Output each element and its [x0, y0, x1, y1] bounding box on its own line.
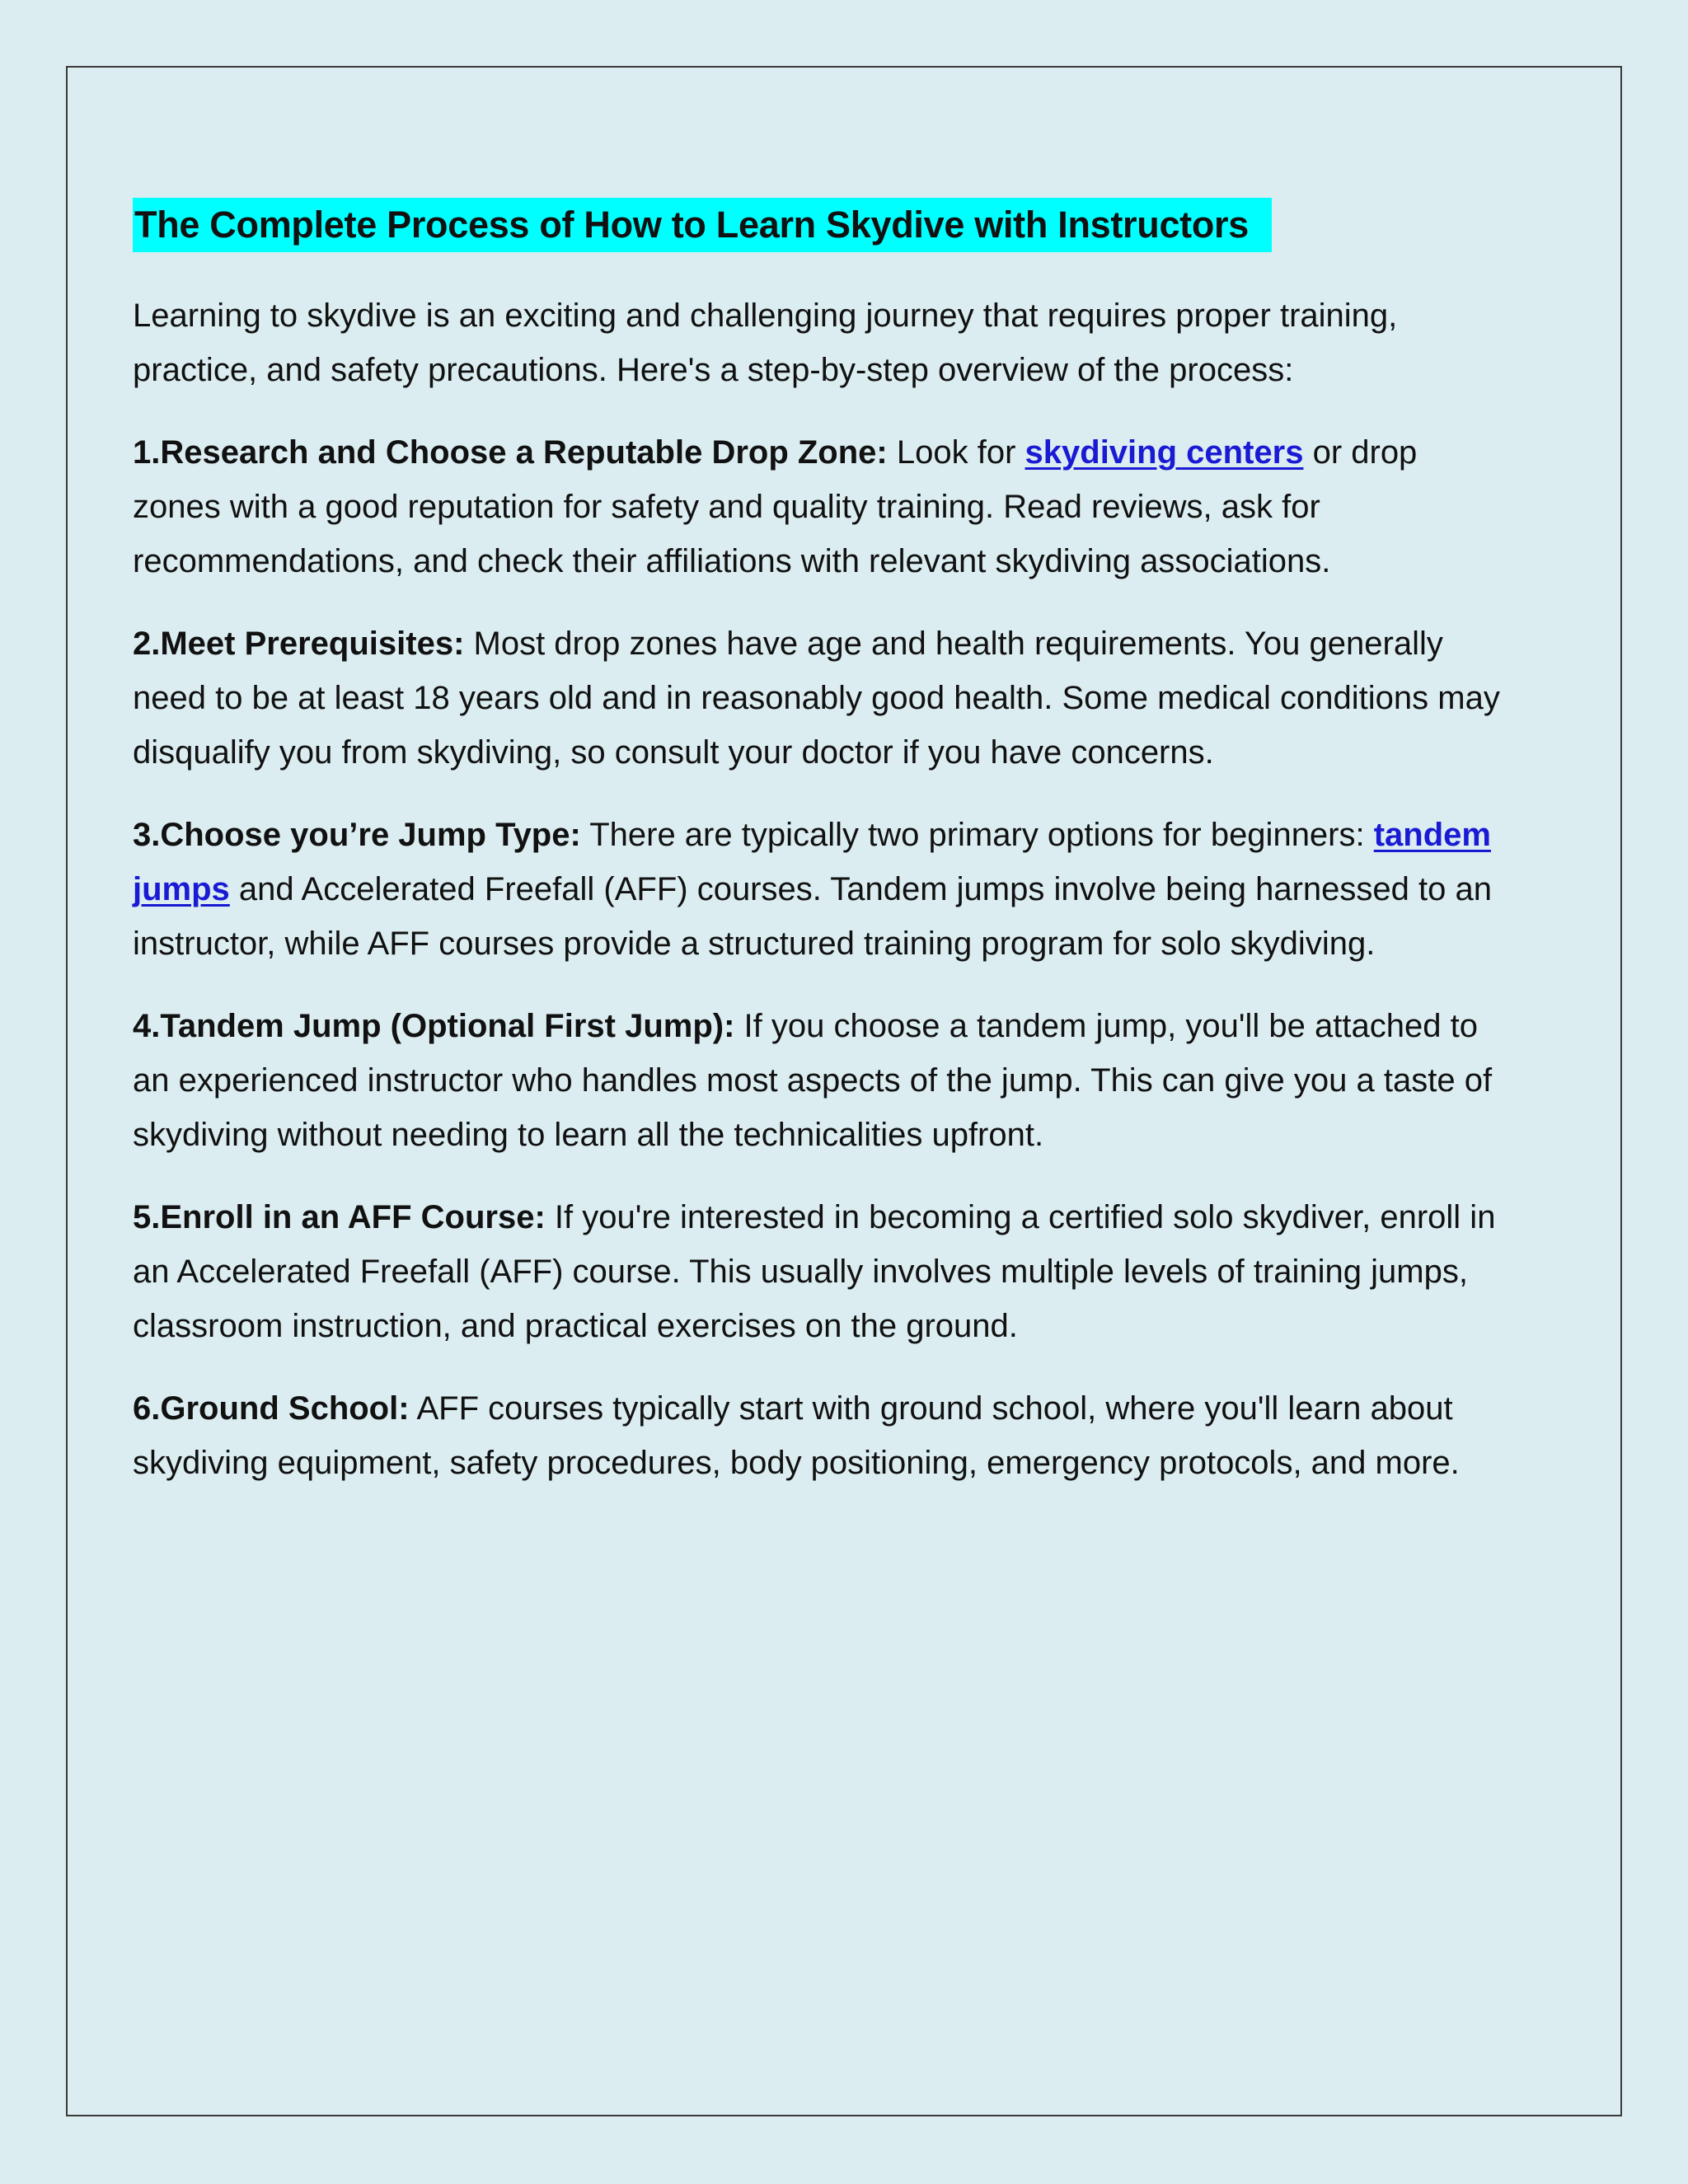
- step-6-heading: 6.Ground School:: [133, 1390, 410, 1427]
- step-1-text-after-link: or drop zones with a good reputation for safety and quality training. Read reviews, ask for recommendations, and check their affiliations with relevant skydiving associations.: [133, 434, 1418, 579]
- step-1-heading: 1.Research and Choose a Reputable Drop Zone:: [133, 434, 888, 471]
- step-3-text-after-link: and Accelerated Freefall (AFF) courses. Tandem jumps involve being harnessed to an instructor, while AFF courses provide a structured training program for solo skydiving.: [133, 871, 1492, 962]
- step-6-paragraph: [133, 1381, 1501, 1490]
- step-4-text: If you choose a tandem jump, you'll be attached to an experienced instructor who handles most aspects of the jump. This can give you a taste of skydiving without needing to learn all the technicalities upfront.: [133, 1008, 1493, 1153]
- step-4-paragraph: [133, 999, 1501, 1162]
- step-3-paragraph: [133, 808, 1501, 971]
- step-5-paragraph: [133, 1190, 1501, 1353]
- step-1-text-before-link: Look for: [887, 434, 1025, 471]
- skydiving-centers-link[interactable]: skydiving centers: [1025, 434, 1304, 471]
- step-2-text: Most drop zones have age and health requirements. You generally need to be at least 18 years old and in reasonably good health. Some medical conditions may disqualify you from skydiving, so consult your doctor if you have concerns.: [133, 626, 1500, 771]
- step-5-heading: 5.Enroll in an AFF Course:: [133, 1199, 546, 1235]
- title-block: [133, 198, 1501, 252]
- step-3-heading: 3.Choose you’re Jump Type:: [133, 817, 581, 853]
- step-2-paragraph: [133, 616, 1501, 780]
- intro-paragraph: Learning to skydive is an exciting and challenging journey that requires proper training, practice, and safety precautions. Here's a step-by-step overview of the process:: [133, 298, 1398, 388]
- step-6-text: AFF courses typically start with ground school, where you'll learn about skydiving equipment, safety procedures, body positioning, emergency protocols, and more.: [133, 1390, 1460, 1481]
- document-content: [133, 198, 1501, 1518]
- step-4-heading: 4.Tandem Jump (Optional First Jump):: [133, 1008, 735, 1044]
- step-1-paragraph: [133, 425, 1501, 588]
- step-3-text-before-link: There are typically two primary options for beginners:: [580, 817, 1374, 853]
- document-title: The Complete Process of How to Learn Skydive with Instructors: [133, 198, 1272, 252]
- step-2-heading: 2.Meet Prerequisites:: [133, 626, 465, 662]
- step-5-text: If you're interested in becoming a certified solo skydiver, enroll in an Accelerated Freefall (AFF) course. This usually involves multiple levels of training jumps, classroom instruction, and practical exercises on the ground.: [133, 1199, 1496, 1344]
- tandem-jumps-link[interactable]: tandem jumps: [133, 817, 1491, 907]
